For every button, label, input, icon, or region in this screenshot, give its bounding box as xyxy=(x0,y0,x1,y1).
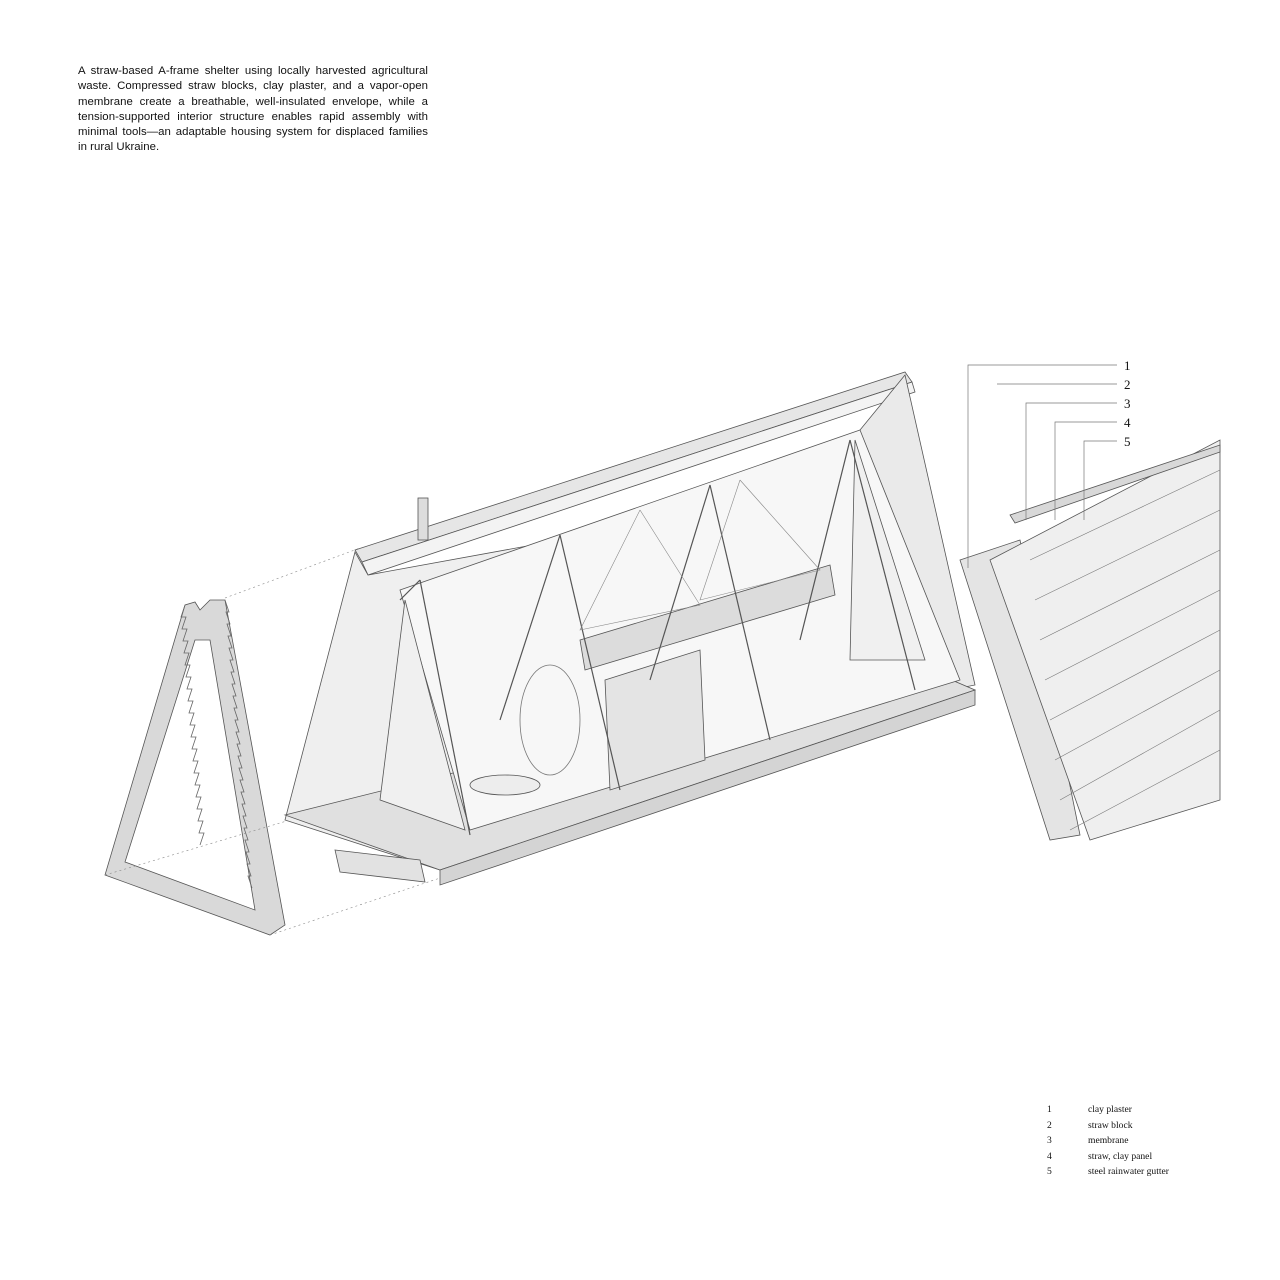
legend-label: straw block xyxy=(1088,1119,1133,1131)
callout-3: 3 xyxy=(1124,396,1131,411)
legend-num: 1 xyxy=(1047,1104,1052,1115)
callout-4: 4 xyxy=(1124,415,1131,430)
legend-row xyxy=(1047,1118,1169,1134)
shelter-body xyxy=(285,372,975,885)
legend-num: 5 xyxy=(1047,1166,1052,1177)
dining-table xyxy=(470,775,540,795)
legend-label: straw, clay panel xyxy=(1088,1150,1153,1162)
chimney xyxy=(418,498,428,540)
legend-num: 3 xyxy=(1047,1135,1052,1146)
legend-row xyxy=(1047,1133,1169,1149)
legend-num: 4 xyxy=(1047,1150,1052,1162)
legend-row xyxy=(1047,1164,1169,1180)
legend-row xyxy=(1047,1149,1169,1165)
end-frame-exploded xyxy=(105,600,285,935)
description-text: A straw-based A-frame shelter using locally harvested agricultural waste. Compressed straw blocks, clay plaster, and a vapor-open membrane create a breathable, well-insulated envelope, while a tension-supported interior structure enables rapid assembly with minimal tools—an adaptable housing system for displaced families in rural Ukraine. xyxy=(78,65,428,154)
wall-section-exploded xyxy=(960,440,1220,840)
callout-2: 2 xyxy=(1124,377,1131,392)
callout-1: 1 xyxy=(1124,358,1131,373)
legend-label: steel rainwater gutter xyxy=(1088,1166,1169,1177)
legend-row xyxy=(1047,1102,1169,1118)
legend-label: clay plaster xyxy=(1088,1104,1132,1115)
material-legend xyxy=(1047,1102,1169,1180)
section-straw xyxy=(990,440,1220,840)
callout-5: 5 xyxy=(1124,434,1131,449)
legend-num: 2 xyxy=(1047,1119,1052,1131)
legend-label: membrane xyxy=(1088,1135,1129,1146)
